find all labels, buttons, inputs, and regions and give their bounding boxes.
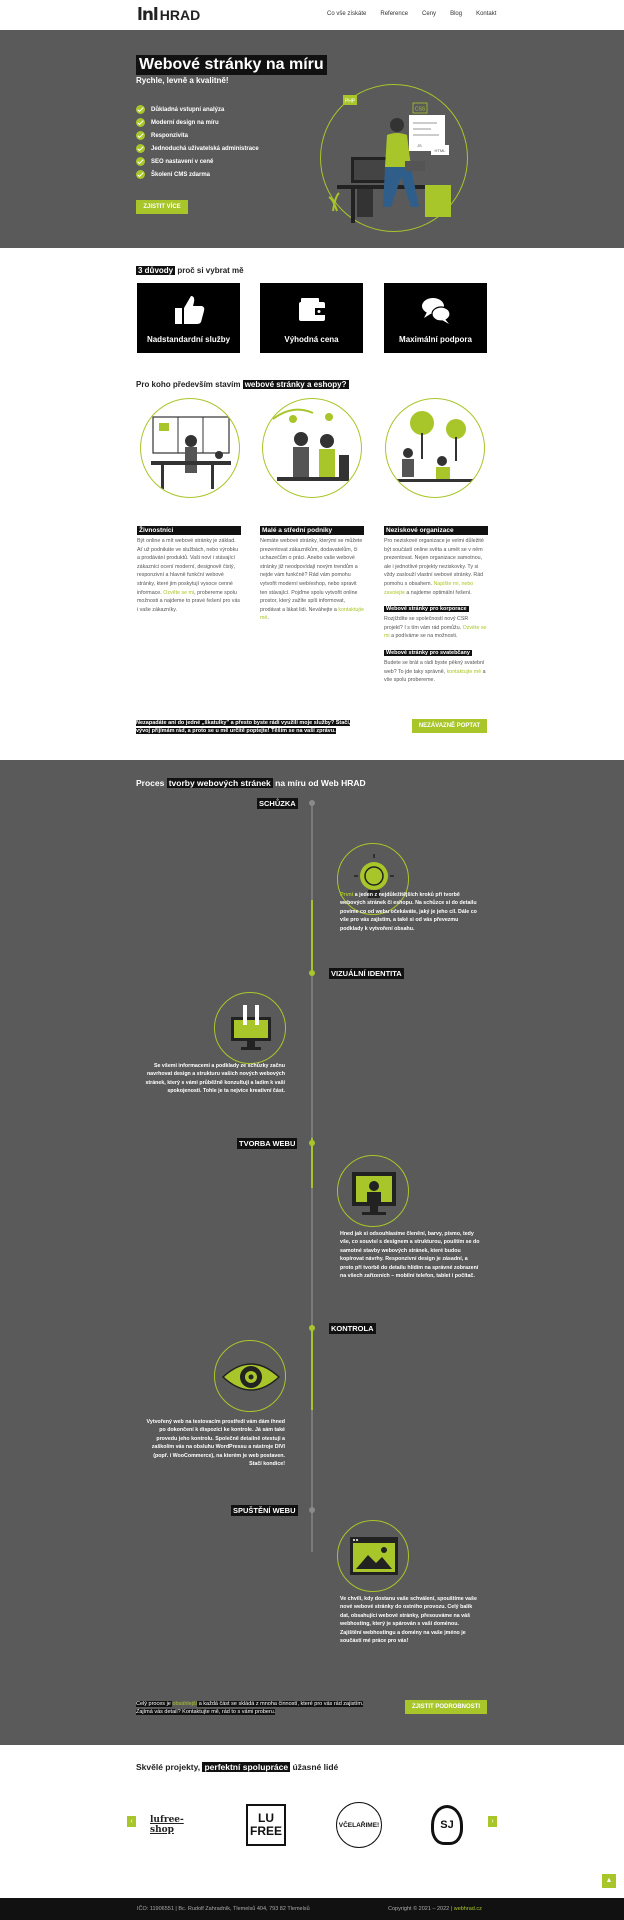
- reason-label: Maximální podpora: [399, 335, 472, 344]
- step-label-visual-identity: VIZUÁLNÍ IDENTITA: [331, 969, 402, 978]
- nav-item-contact[interactable]: Kontakt: [476, 11, 497, 17]
- audience-subheading: Webové stránky pro korporace: [386, 606, 467, 613]
- tag-html: HTML: [434, 148, 446, 153]
- business-illustration: [262, 398, 362, 498]
- projects-title: Skvělé projekty, perfektní spolupráce úžasné lidé: [136, 1762, 339, 1772]
- audience-title-highlight: webové stránky a eshopy?: [244, 380, 347, 389]
- carousel-next-button[interactable]: ›: [488, 1816, 497, 1827]
- audience-column-tradesmen: [137, 519, 241, 614]
- project-logo-lufree-shop[interactable]: [150, 1800, 206, 1850]
- logo-text: SJ: [431, 1805, 463, 1845]
- thumbs-up-icon: [172, 293, 206, 327]
- reason-card-price: [260, 283, 363, 353]
- audience-link[interactable]: kontaktujte mě: [260, 606, 364, 622]
- developer-desk-icon: [321, 85, 469, 233]
- check-icon: [136, 144, 145, 153]
- timeline-dot: [309, 970, 315, 976]
- audience-text: Pro neziskové organizace je velmi důležité být součástí online světa a umět se v něm prezentovat. Nejen organizace samotnou, ale i jednotlivé projekty neziskovky. Ty si vždy zaslouží vlastní webové stránky. Rád pomohu s obsahem. Napište mi, nebo zavolejte a najdeme optimální řešení.: [384, 538, 484, 596]
- footer-company-info: IČO: 11906551 | Bc. Rudolf Zahradník, Tlemelsů 404, 793 82 Tlemelsů: [137, 1906, 310, 1912]
- check-icon: [136, 118, 145, 127]
- check-icon: [136, 131, 145, 140]
- nav-item-prices[interactable]: Ceny: [422, 11, 437, 17]
- process-note-link[interactable]: obsáhlejší: [172, 1701, 198, 1707]
- audience-column-nonprofit: [384, 519, 488, 685]
- feature-item: [136, 103, 259, 116]
- timeline-progress: [311, 900, 313, 970]
- reasons-title-rest: proč si vybrat mě: [175, 266, 244, 275]
- workshop-people-icon: [263, 399, 362, 498]
- site-header: [0, 0, 624, 30]
- tag-css: CSS: [414, 106, 426, 113]
- design-tools-icon: [215, 993, 287, 1065]
- process-note: Celý proces je obsáhlejší a každá část se skládá z mnoha činností, které pro vás rád zajistím. Zajímá vás detail? Kontaktujte mě, rád to s vámi proberu.: [136, 1701, 364, 1715]
- logo-text: HRAD: [159, 7, 201, 23]
- main-nav: [327, 11, 510, 17]
- feature-label: Responzivita: [151, 132, 189, 139]
- step-illustration: [337, 1520, 409, 1592]
- audience-link[interactable]: Napište mi, nebo zavolejte: [384, 580, 474, 596]
- carousel-prev-button[interactable]: ‹: [127, 1816, 136, 1827]
- step-label-launch: SPUŠTĚNÍ WEBU: [233, 1506, 296, 1515]
- audience-note: Nezapadáte ani do jedné „škatulky" a přesto byste rádi využili moje služby? Stačí, vývoj přijímám rád, a proto se u mě určitě poptejte! Těším se na vaši zprávu.: [136, 720, 351, 734]
- feature-item: [136, 168, 259, 181]
- feature-label: Školení CMS zdarma: [151, 171, 211, 178]
- project-logo-lufree[interactable]: [243, 1800, 289, 1850]
- timeline-dot: [309, 1140, 315, 1146]
- hero-subtitle: Rychle, levně a kvalitně!: [136, 76, 229, 85]
- step-text: Vytvořený web na testovacím prostředí vám dám ihned po dokončení k dispozici ke kontrole. Já sám také provedu jeho kontrolu. Společně detailně otestuji a zaškolím vás na obsluhu WordPressu a nástroje DIVI (popř. i WooCommerce), na kterém je web postaven. Stačí kondice!: [146, 1419, 285, 1468]
- audience-heading: Neziskové organizace: [384, 526, 488, 535]
- audience-subheading: Webové stránky pro svatebčany: [386, 649, 470, 656]
- site-logo[interactable]: [137, 6, 200, 24]
- step-text: Ve chvíli, kdy dostanu vaše schválení, spouštíme vaše nové webové stránky do ostrého provozu. Celý balík dat, obsahující webové stránky, přesouváme na váš webhosting, který je spárován s vaší doménou. Zajištění webhostingu a domény na vaše jméno je součástí mé práce pro vás!: [340, 1596, 477, 1645]
- footer-copyright: Copyright © 2021 – 2022 | webhrad.cz: [388, 1906, 482, 1912]
- step-label-web-build: TVORBA WEBU: [239, 1139, 296, 1148]
- audience-text: Budete se brát a rádi byste pěkný svatební web? To jde taky správně, kontaktujte mě a vše spolu probereme.: [384, 659, 486, 684]
- audience-text: Být online a mít webové stránky je základ. Ať už podnikáte ve službách, nebo výrobku a prodávání produktů. Vaši noví i stávající zákazníci ocení moderní, designově čistý, responzivní a hlavně funkční webové stránky, které jim poskytují vysoce cenné informace. Ozvěte se mi, probereme spolu možnosti a najdeme to pravé řešení pro vás i vaše zákazníky.: [137, 538, 241, 613]
- feature-item: [136, 129, 259, 142]
- hero-title: Webové stránky na míru: [136, 55, 327, 75]
- audience-link[interactable]: Ozvěte se mi: [163, 589, 195, 596]
- reason-card-support: [384, 283, 487, 353]
- step-label-meeting: SCHŮZKA: [259, 799, 296, 808]
- feature-label: Moderní design na míru: [151, 119, 219, 126]
- audience-heading: Živnostníci: [137, 526, 241, 535]
- check-icon: [136, 157, 145, 166]
- reason-label: Nadstandardní služby: [146, 335, 231, 344]
- audience-text: Nemáte webové stránky, kterými se můžete prezentovat zákazníkům, dodavatelům, či uchazečům o práci. Anebo vaše webové stránky již neodpovídají novým trendům a nejde vám funkčně? Rád vám pomohu vytvořit moderní web/eshop, nebo spravit ten stávající. Pojďme spolu vytvořit online prostor, který zažíte spíš informovat, prodávat a lákat lidi. Neváhejte a kontaktujte mě.: [260, 538, 364, 622]
- check-icon: [136, 105, 145, 114]
- feature-item: [136, 116, 259, 129]
- planting-trees-icon: [386, 399, 485, 498]
- cafe-shop-icon: [141, 399, 240, 498]
- project-logo-sj[interactable]: [427, 1800, 467, 1850]
- timeline-dot: [309, 1507, 315, 1513]
- audience-heading: Malé a střední podniky: [260, 526, 364, 535]
- timeline-dot: [309, 1325, 315, 1331]
- step-illustration: [214, 992, 286, 1064]
- reason-card-services: [137, 283, 240, 353]
- step-text: Hned jak si odsouhlasíme členění, barvy, písmo, tedy vše, co souvisí s designem a strukturou, pouštím se do samotné stavby webových stránek, které budou kopírovat návrhy. Responzivní design je zásadní, a proto při tvorbě do detailu hlídím na správné zobrazení na všech zařízeních – mobilní telefon, tablet i počítač.: [340, 1231, 480, 1280]
- nav-item-reference[interactable]: Reference: [380, 11, 409, 17]
- timeline-dot: [309, 800, 315, 806]
- project-logo-vcelarime[interactable]: [333, 1800, 385, 1850]
- logo-mark: lnl: [137, 5, 158, 25]
- process-title: Proces tvorby webových stránek na míru od Web HRAD: [136, 778, 366, 788]
- audience-title-pre: Pro koho především stavím: [136, 380, 243, 389]
- tag-js: JS: [417, 143, 422, 148]
- logo-text: VČELAŘIME!: [336, 1802, 382, 1848]
- tag-php: PHP: [344, 98, 356, 105]
- nav-item-blog[interactable]: Blog: [450, 11, 463, 17]
- hero-section: [0, 30, 624, 248]
- check-icon: [136, 170, 145, 179]
- developer-illustration: [320, 84, 468, 232]
- audience-link[interactable]: kontaktujte mě: [446, 668, 482, 675]
- inquiry-button[interactable]: NEZÁVAZNĚ POPTAT: [412, 719, 487, 733]
- feature-item: [136, 142, 259, 155]
- tradesmen-illustration: [140, 398, 240, 498]
- feature-item: [136, 155, 259, 168]
- step-label-review: KONTROLA: [331, 1324, 374, 1333]
- step-text: První a jeden z nejdůležitějších kroků při tvorbě webových stránek či eshopu. Na schůzce si do detailu povíme co od webu očekáváte, jaký je jeho cíl. Dále co vše pro vás zajistím, a také si od vás převezmu podklady k vytvoření obsahu.: [340, 892, 477, 932]
- feature-label: Jednoduchá uživatelská administrace: [151, 145, 259, 152]
- process-section: [0, 760, 624, 1745]
- audience-text: Rozjíždíte se společností nový CSR projekt? I s tím vám rád pomůžu. Ozvěte se mi a podíváme se na možnosti.: [384, 616, 487, 640]
- footer-link[interactable]: webhrad.cz: [453, 1906, 482, 1912]
- feature-label: Důkladná vstupní analýza: [151, 106, 225, 113]
- details-button[interactable]: ZJISTIT PODROBNOSTI: [405, 1700, 487, 1714]
- hero-cta-button[interactable]: ZJISTIT VÍCE: [136, 200, 188, 214]
- eye-gear-icon: [215, 1341, 287, 1413]
- timeline-progress: [311, 1330, 313, 1410]
- step-illustration: [214, 1340, 286, 1412]
- step-illustration: [337, 1155, 409, 1227]
- browser-image-icon: [338, 1521, 410, 1593]
- site-footer: [0, 1898, 624, 1920]
- reasons-title: [136, 266, 244, 275]
- nonprofit-illustration: [385, 398, 485, 498]
- audience-link[interactable]: Ozvěte se mi: [384, 624, 487, 640]
- hero-feature-list: [136, 103, 259, 181]
- step-text: Se všemi informacemi a podklady ze schůzky začnu navrhovat design a strukturu vašich nových webových stránek, který s vámi průběžně konzultuji a ladím k vaší spokojenosti. Tohle je ta nejvíce kreativní část.: [145, 1063, 285, 1095]
- scroll-to-top-button[interactable]: ▲: [602, 1874, 616, 1888]
- reasons-title-highlight: 3 důvody: [138, 266, 174, 275]
- logo-text: lufree-shop: [150, 1815, 184, 1835]
- logo-text: LU FREE: [246, 1804, 286, 1846]
- wallet-icon: [295, 293, 329, 327]
- audience-column-business: [260, 519, 364, 623]
- nav-item-features[interactable]: Co vše získáte: [327, 11, 367, 17]
- developer-monitor-icon: [338, 1156, 410, 1228]
- feature-label: SEO nastavení v ceně: [151, 158, 214, 165]
- chat-bubbles-icon: [419, 293, 453, 327]
- audience-title: [136, 380, 349, 389]
- reason-label: Výhodná cena: [284, 335, 339, 344]
